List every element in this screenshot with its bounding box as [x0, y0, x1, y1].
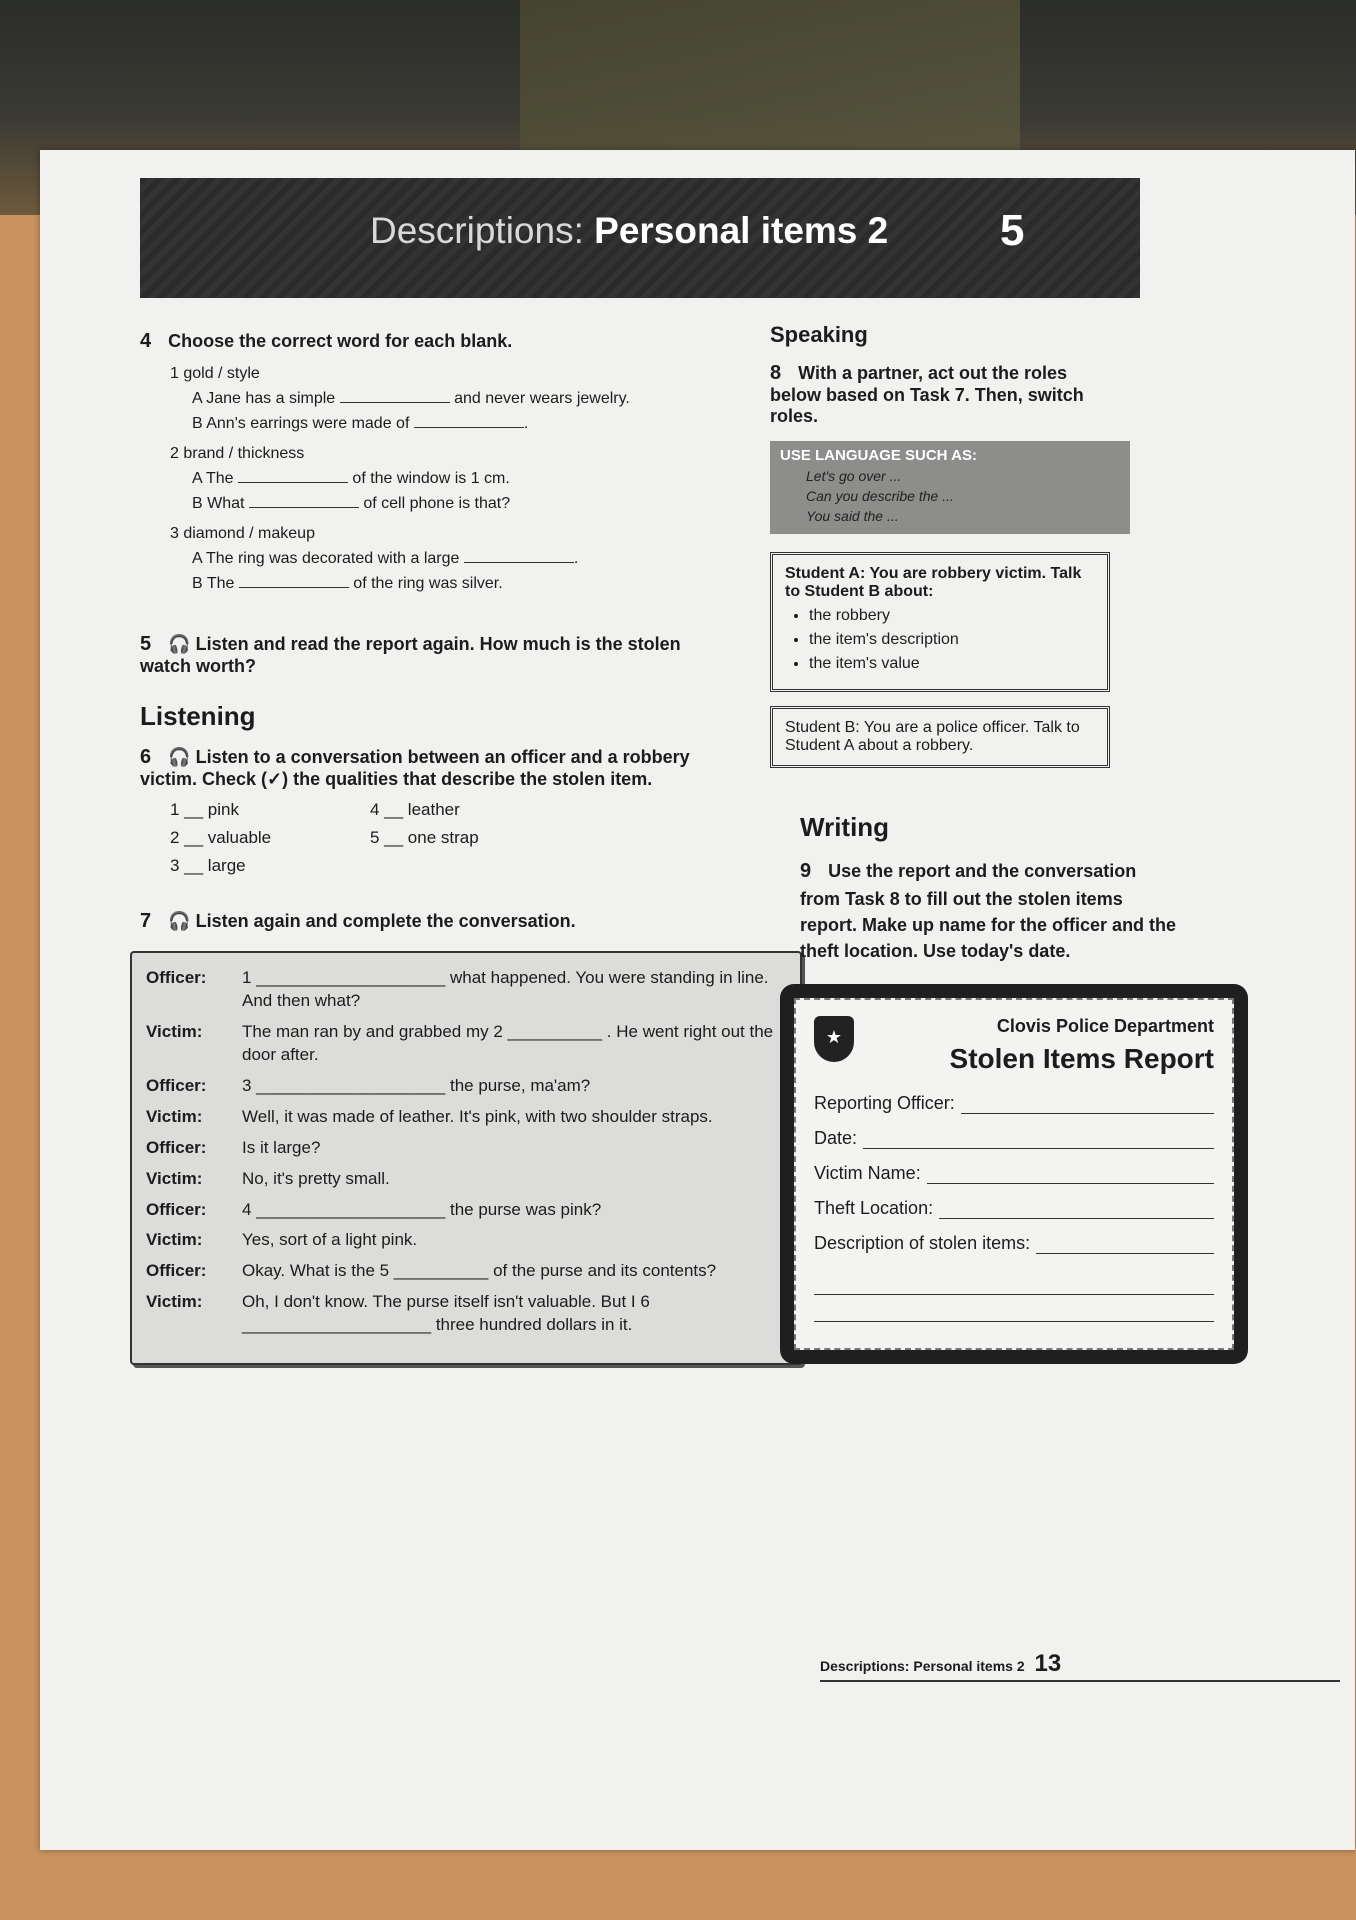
student-a-points — [785, 607, 1095, 673]
headphones-icon: 🎧 — [168, 634, 191, 654]
report-field-description[interactable]: Description of stolen items: — [814, 1233, 1214, 1254]
right-column — [770, 322, 1330, 1364]
conversation-box — [130, 951, 802, 1365]
report-form — [794, 998, 1234, 1350]
task-4-sentence-b: B The of the ring was silver. — [192, 575, 503, 592]
report-department: Clovis Police Department — [996, 1016, 1214, 1037]
option-item[interactable]: 4 __ leather — [370, 800, 460, 819]
banner-title — [370, 210, 888, 252]
conversation-line: Victim: Oh, I don't know. The purse itself isn't valuable. But I 6 ____________________ three hundred dollars in it. — [146, 1292, 650, 1335]
task-4-number: 4 — [140, 330, 152, 352]
stolen-items-report-clipboard — [780, 984, 1248, 1364]
banner-title-bold: Personal items 2 — [594, 210, 889, 251]
task-4-sentence-a: A The of the window is 1 cm. — [192, 470, 510, 487]
task-6-options — [170, 800, 780, 876]
language-phrase: Let's go over ... — [806, 468, 902, 484]
language-phrase: You said the ... — [806, 508, 899, 524]
conversation-line: Officer: 1 ____________________ what happened. You were standing in line. And then what? — [146, 968, 769, 1010]
use-language-box — [770, 441, 1130, 534]
answer-blank[interactable] — [464, 548, 574, 563]
task-6-number: 6 — [140, 746, 152, 768]
task-7-number: 7 — [140, 910, 152, 932]
option-item[interactable]: 1 __ pink — [170, 800, 239, 819]
conversation-line: Victim: Well, it was made of leather. It's pink, with two shoulder straps. — [146, 1106, 713, 1126]
conversation-line: Victim: The man ran by and grabbed my 2 __________ . He went right out the door after. — [146, 1021, 774, 1064]
report-blank-line[interactable] — [814, 1295, 1214, 1322]
page-footer — [820, 1650, 1061, 1678]
task-4-sentence-b: B What of cell phone is that? — [192, 495, 511, 512]
unit-number: 5 — [1000, 206, 1025, 255]
conversation-line: Officer: Okay. What is the 5 __________ of the purse and its contents? — [146, 1261, 717, 1281]
conversation-line: Officer: 3 ____________________ the purse, ma'am? — [146, 1075, 591, 1095]
report-blank-line[interactable] — [814, 1268, 1214, 1295]
task-8-text: With a partner, act out the roles below based on Task 7. Then, switch roles. — [770, 363, 1084, 426]
task-4-sentence-a: A The ring was decorated with a large . — [192, 550, 579, 567]
speaking-heading: Speaking — [770, 322, 868, 347]
report-field-location[interactable]: Theft Location: — [814, 1198, 1214, 1219]
report-title: Stolen Items Report — [949, 1043, 1214, 1075]
task-8 — [770, 362, 1090, 427]
task-9-text: Use the report and the conversation from Task 8 to fill out the stolen items report. Make up name for the officer and the theft location. Use today's date. — [800, 861, 1177, 962]
list-item: • the robbery — [809, 607, 1095, 625]
use-language-heading: USE LANGUAGE SUCH AS: — [780, 447, 977, 464]
task-9-number: 9 — [800, 860, 812, 882]
footer-text: Descriptions: Personal items 2 — [820, 1658, 1025, 1674]
task-4-item — [170, 365, 780, 433]
task-4-instruction: Choose the correct word for each blank. — [168, 331, 513, 351]
task-9 — [800, 857, 1180, 964]
student-b-text: Student B: You are a police officer. Talk to Student A about a robbery. — [785, 719, 1080, 754]
student-b-card — [770, 706, 1110, 768]
answer-blank[interactable] — [249, 493, 359, 508]
police-badge-icon: ★ — [814, 1016, 854, 1062]
language-phrase: Can you describe the ... — [806, 488, 954, 504]
student-a-card — [770, 552, 1110, 692]
task-4-item-head: 2 brand / thickness — [170, 445, 305, 462]
task-5-number: 5 — [140, 633, 152, 655]
answer-blank[interactable] — [239, 573, 349, 588]
task-7-text: Listen again and complete the conversation. — [195, 911, 576, 931]
task-5-text: Listen and read the report again. How much is the stolen watch worth? — [140, 634, 681, 676]
report-field-victim[interactable]: Victim Name: — [814, 1163, 1214, 1184]
headphones-icon: 🎧 — [168, 747, 191, 767]
headphones-icon: 🎧 — [168, 911, 191, 931]
task-4-sentence-b: B Ann's earrings were made of . — [192, 415, 529, 432]
task-4-heading — [140, 330, 780, 353]
report-field-officer[interactable]: Reporting Officer: — [814, 1093, 1214, 1114]
task-4-sentence-a: A Jane has a simple and never wears jewelry. — [192, 390, 630, 407]
student-a-text: Student A: You are robbery victim. Talk to Student B about: — [785, 565, 1082, 600]
list-item: • the item's value — [809, 655, 1095, 673]
task-4-item — [170, 445, 780, 513]
task-4-item — [170, 525, 780, 593]
task-6 — [140, 746, 700, 790]
writing-heading: Writing — [800, 812, 890, 842]
answer-blank[interactable] — [414, 413, 524, 428]
report-field-date[interactable]: Date: — [814, 1128, 1214, 1149]
task-4-item-head: 1 gold / style — [170, 365, 260, 382]
option-item[interactable]: 2 __ valuable — [170, 828, 272, 847]
task-5 — [140, 633, 700, 677]
unit-banner — [140, 178, 1140, 298]
answer-blank[interactable] — [340, 388, 450, 403]
worksheet-page — [40, 150, 1355, 1850]
banner-title-light: Descriptions: — [370, 210, 584, 251]
option-item[interactable]: 3 __ large — [170, 856, 246, 875]
task-4-item-head: 3 diamond / makeup — [170, 525, 315, 542]
left-column — [140, 330, 780, 1365]
task-6-text: Listen to a conversation between an officer and a robbery victim. Check (✓) the qualities that describe the stolen item. — [140, 747, 690, 789]
conversation-line: Victim: Yes, sort of a light pink. — [146, 1230, 418, 1250]
listening-heading: Listening — [140, 701, 256, 731]
conversation-line: Victim: No, it's pretty small. — [146, 1168, 390, 1188]
conversation-line: Officer: Is it large? — [146, 1137, 321, 1157]
conversation-line: Officer: 4 ____________________ the purse was pink? — [146, 1199, 602, 1219]
answer-blank[interactable] — [238, 468, 348, 483]
footer-rule — [820, 1680, 1340, 1682]
list-item: • the item's description — [809, 631, 1095, 649]
page-number: 13 — [1034, 1650, 1062, 1677]
option-item[interactable]: 5 __ one strap — [370, 828, 479, 847]
task-8-number: 8 — [770, 362, 782, 384]
task-7 — [140, 910, 780, 933]
